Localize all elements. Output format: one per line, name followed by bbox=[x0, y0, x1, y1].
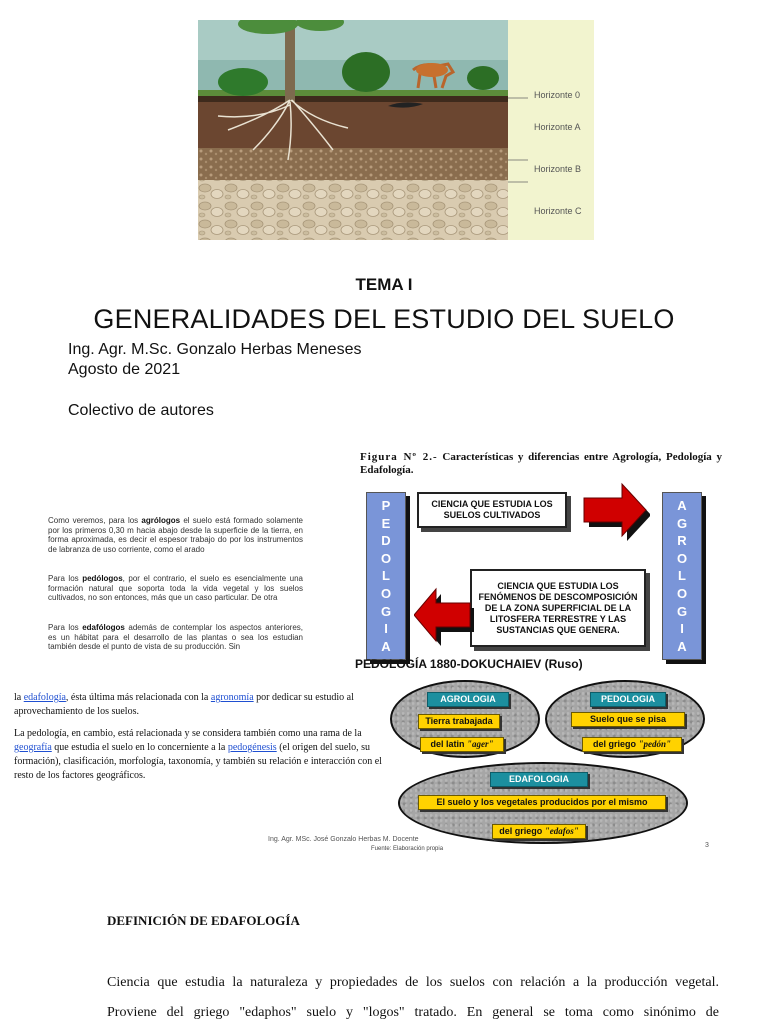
definition-line-2: Proviene del griego "edaphos" suelo y "logos" tratado. En general se toma como sinónimo de bbox=[107, 1005, 719, 1020]
collective-line: Colectivo de autores bbox=[68, 402, 214, 419]
horizon-label-c: Horizonte C bbox=[534, 206, 582, 216]
bar-letter: D bbox=[381, 533, 391, 549]
link-pedogenesis[interactable]: pedogénesis bbox=[227, 742, 277, 753]
term-pedologos: pedólogos bbox=[82, 574, 123, 583]
origin-word: "pedón" bbox=[638, 739, 671, 749]
page-title: GENERALIDADES DEL ESTUDIO DEL SUELO bbox=[93, 304, 675, 334]
page-number: 3 bbox=[705, 842, 709, 849]
author-line: Ing. Agr. M.Sc. Gonzalo Herbas Meneses bbox=[68, 341, 362, 358]
agrologia-meaning: Tierra trabajada bbox=[418, 714, 500, 729]
bar-letter: G bbox=[676, 603, 688, 619]
link-agronomia[interactable]: agronomía bbox=[210, 692, 254, 703]
arrow-right-icon bbox=[582, 480, 650, 544]
text: La pedología, en cambio, está relacionada y se considera también como una rama de la bbox=[14, 728, 362, 739]
snippet-pedologos bbox=[48, 574, 303, 603]
edafologia-title: EDAFOLOGIA bbox=[490, 772, 588, 787]
snippet-text: Como veremos, para los bbox=[48, 516, 142, 525]
bar-letter: O bbox=[676, 586, 688, 601]
origin-prefix: del griego bbox=[592, 739, 639, 749]
bar-letter: L bbox=[678, 568, 686, 584]
figure-caption-text: Características y diferencias entre Agrología, Pedología y Edafología. bbox=[360, 451, 723, 476]
agrologia-title: AGROLOGIA bbox=[427, 692, 509, 707]
box-pedologia-definition: CIENCIA QUE ESTUDIA LOS FENÓMENOS DE DESCOMPOSICIÓN DE LA ZONA SUPERFICIAL DE LA LITOSFERA TERRESTRE Y LAS SUSTANCIAS QUE GENERA. bbox=[470, 569, 646, 647]
box-agrologia-definition: CIENCIA QUE ESTUDIA LOS SUELOS CULTIVADOS bbox=[417, 492, 567, 528]
snippet-text: , por el contrario, el suelo es esencialmente una formación natural que soporta toda la vida vegetal y los suelos cultivados, no son entonces, más que un caso particular. De otra bbox=[48, 574, 303, 602]
bar-letter: O bbox=[380, 550, 392, 566]
pedologia-title: PEDOLOGIA bbox=[590, 692, 666, 707]
text: que estudia el suelo en lo concerniente a la bbox=[51, 742, 228, 753]
text: la bbox=[14, 692, 24, 703]
tema-label: TEMA I bbox=[355, 275, 413, 294]
bar-letter: P bbox=[381, 498, 391, 514]
bar-letter: A bbox=[677, 638, 687, 654]
text: por dedicar su estudio al aprovechamiento de los suelos. bbox=[14, 692, 354, 717]
section-heading: DEFINICIÓN DE EDAFOLOGÍA bbox=[107, 913, 300, 928]
definition-line-1: Ciencia que estudia la naturaleza y propiedades de los suelos con relación a la producción vegetal. bbox=[107, 975, 719, 990]
agrologia-bar bbox=[662, 492, 702, 660]
horizon-label-b: Horizonte B bbox=[534, 164, 582, 174]
link-edafologia[interactable]: edafología bbox=[23, 692, 66, 703]
bar-letter: I bbox=[680, 621, 684, 637]
snippet-text: el suelo está formado solamente por los primeros 0,30 m hacia abajo desde la superficie de la tierra, en forma aproximada, es decir el espesor trabajo do por los instrumentos de labranza de uso corriente, como el arado bbox=[48, 516, 303, 554]
origin-prefix: del griego bbox=[499, 826, 545, 836]
text: (el origen del suelo, su formación), clasificación, morfología, taxonomía, y también su relación e interacción con el resto de los factores geográficos. bbox=[14, 742, 382, 781]
bar-letter: L bbox=[382, 568, 390, 584]
paragraph-pedologia bbox=[14, 727, 390, 783]
agrologia-origin bbox=[420, 737, 504, 752]
bar-letter: I bbox=[384, 621, 388, 637]
figure-caption bbox=[360, 451, 722, 477]
link-geografia[interactable]: geografía bbox=[14, 742, 52, 753]
bar-letter: O bbox=[676, 550, 688, 566]
paragraph-edafologia bbox=[14, 691, 390, 719]
snippet-agrologos bbox=[48, 516, 303, 554]
figure-source: Fuente: Elaboración propia bbox=[371, 846, 444, 852]
slide-footer: Ing. Agr. MSc. José Gonzalo Herbas M. Docente bbox=[268, 836, 419, 843]
pedologia-year: PEDOLOGÍA 1880-DOKUCHAIEV (Ruso) bbox=[355, 657, 583, 671]
snippet-text: además de contemplar los aspectos anteriores, es un hábitat para el desarrollo de las plantas o sea los estudian también desde el punto de vista de su producción. Sin bbox=[48, 623, 303, 651]
date-line: Agosto de 2021 bbox=[68, 361, 181, 378]
figure-number: Figura Nº 2.- bbox=[360, 451, 438, 463]
bar-letter: O bbox=[380, 586, 392, 601]
origin-word: "edafos" bbox=[544, 826, 579, 836]
pedologia-bar bbox=[366, 492, 406, 660]
pedologia-origin bbox=[582, 737, 682, 752]
snippet-text: Para los bbox=[48, 574, 83, 583]
origin-word: "ager" bbox=[467, 739, 494, 749]
edafologia-meaning: El suelo y los vegetales producidos por el mismo bbox=[418, 795, 666, 810]
edafologia-origin bbox=[492, 824, 586, 839]
text: , ésta última más relacionada con la bbox=[65, 692, 211, 703]
snippet-edafologos bbox=[48, 623, 303, 654]
bar-letter: A bbox=[677, 498, 687, 514]
term-edafologos: edafólogos bbox=[82, 623, 125, 632]
bar-letter: A bbox=[381, 638, 391, 654]
arrow-left-icon bbox=[414, 585, 474, 649]
soil-horizons-illustration bbox=[198, 20, 594, 240]
bar-letter: R bbox=[677, 533, 687, 549]
bar-letter: G bbox=[380, 603, 392, 619]
origin-prefix: del latin bbox=[430, 739, 467, 749]
pedologia-meaning: Suelo que se pisa bbox=[571, 712, 685, 727]
horizon-label-a: Horizonte A bbox=[534, 122, 581, 132]
term-agrologos: agrólogos bbox=[141, 516, 181, 525]
bar-letter: G bbox=[676, 515, 688, 531]
bar-letter: E bbox=[381, 515, 391, 531]
horizon-label-0: Horizonte 0 bbox=[534, 90, 581, 100]
snippet-text: Para los bbox=[48, 623, 83, 632]
